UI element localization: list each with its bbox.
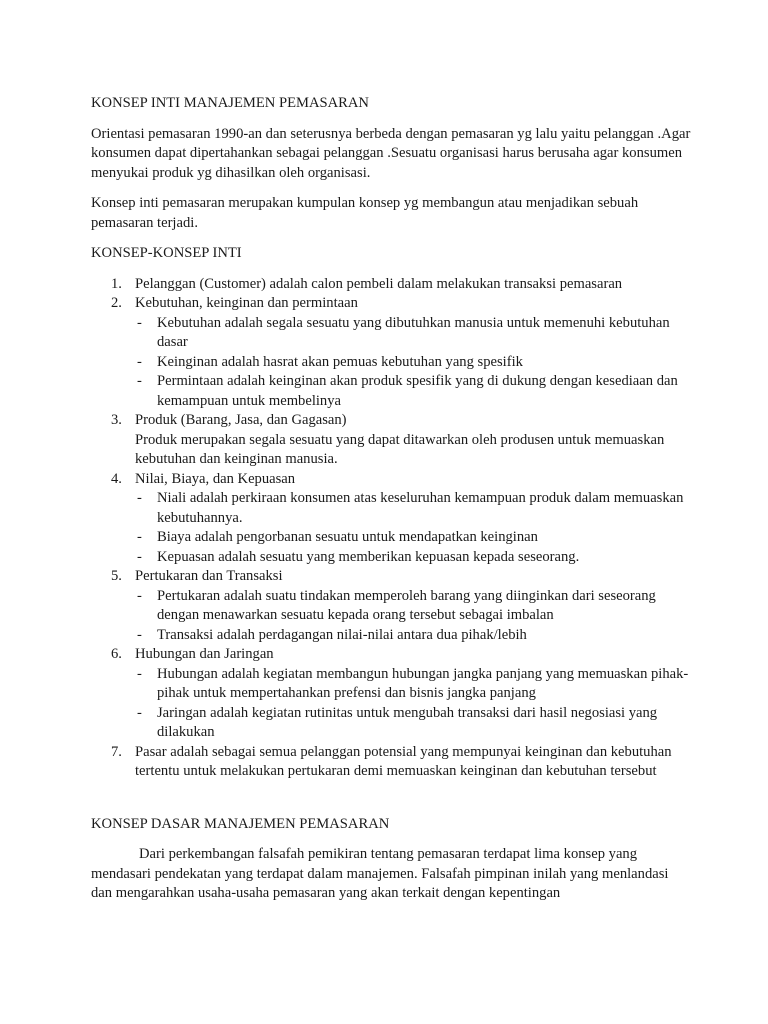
document-content [91,94,691,904]
sub-item-text: Hubungan adalah kegiatan membangun hubungan jangka panjang yang memuaskan pihak-pihak untuk mempertahankan prefensi dan bisnis jangka panjang [157,665,689,701]
intro-paragraph-2: Konsep inti pemasaran merupakan kumpulan konsep yg membangun atau menjadikan sebuah pemasaran terjadi. [91,195,639,231]
dash-bullet: - [137,626,142,643]
dash-bullet: - [137,490,142,506]
list-item-text: Nilai, Biaya, dan Kepuasan [135,470,296,487]
list-item-text: Produk (Barang, Jasa, dan Gagasan) [135,412,347,428]
sub-item-text: Kepuasan adalah sesuatu yang memberikan kepuasan kepada seseorang. [157,548,580,565]
intro-paragraph-1: Orientasi pemasaran 1990-an dan seterusnya berbeda dengan pemasaran yg lalu yaitu pelanggan .Agar konsumen dapat dipertahankan sebagai pelanggan .Sesuatu organisasi harus berusaha agar konsumen menyukai produk yg dihasilkan oleh organisasi. [91,125,691,181]
list-item-text: Pertukaran dan Transaksi [135,568,283,584]
dash-bullet: - [137,704,142,721]
list-item [91,567,691,645]
list-number: 5. [111,568,122,584]
document-title: KONSEP INTI MANAJEMEN PEMASARAN [91,95,369,111]
dash-bullet: - [137,529,142,545]
list-number: 6. [111,646,122,662]
sub-item [91,587,691,626]
sub-item [91,372,691,411]
sub-item [91,548,691,568]
section-title-konsep-dasar: KONSEP DASAR MANAJEMEN PEMASARAN [91,815,390,832]
sub-list [135,314,691,412]
dash-bullet: - [137,353,142,370]
sub-item-text: Pertukaran adalah suatu tindakan memperoleh barang yang diinginkan dari seseorang dengan menawarkan sesuatu kepada orang tersebut sebagai imbalan [157,587,656,623]
list-number: 3. [111,412,122,428]
section3-paragraph: Dari perkembangan falsafah pemikiran tentang pemasaran terdapat lima konsep yang mendasari pendekatan yang terdapat dalam manajemen. Falsafah pimpinan inilah yang menlandasi dan mengarahkan usaha-usaha pemasaran yang akan terkait dengan kepentingan [91,846,669,901]
list-item-text: Pasar adalah sebagai semua pelanggan potensial yang mempunyai keinginan dan kebutuhan tertentu untuk melakukan pertukaran demi memuaskan keinginan dan kebutuhan tersebut [135,743,672,779]
list-number: 2. [111,295,122,311]
dash-bullet: - [137,314,142,331]
list-item [91,294,691,411]
list-item [91,743,691,782]
sub-item [91,353,691,373]
list-number: 1. [111,275,122,292]
sub-item [91,665,691,704]
sub-list [135,489,691,567]
list-item-text: Hubungan dan Jaringan [135,646,274,662]
dash-bullet: - [137,548,142,565]
sub-item-text: Biaya adalah pengorbanan sesuatu untuk mendapatkan keinginan [157,529,538,545]
concept-list [91,275,691,782]
sub-list [135,665,691,743]
dash-bullet: - [137,587,142,604]
sub-item-text: Jaringan adalah kegiatan rutinitas untuk mengubah transaksi dari hasil negosiasi yang dilakukan [157,704,658,740]
list-item-text: Pelanggan (Customer) adalah calon pembeli dalam melakukan transaksi pemasaran [135,275,623,292]
list-number: 7. [111,743,122,760]
sub-item-text: Permintaan adalah keinginan akan produk spesifik yang di dukung dengan kesediaan dan kemampuan untuk membelinya [157,373,678,409]
section-title-konsep-inti: KONSEP-KONSEP INTI [91,245,242,261]
sub-item [91,489,691,528]
list-item [91,470,691,568]
sub-list [135,587,691,646]
sub-item [91,314,691,353]
sub-item-text: Kebutuhan adalah segala sesuatu yang dibutuhkan manusia untuk memenuhi kebutuhan dasar [157,314,670,350]
sub-item [91,528,691,548]
list-item [91,411,691,470]
sub-item-text: Transaksi adalah perdagangan nilai-nilai antara dua pihak/lebih [157,626,527,643]
sub-item [91,626,691,646]
list-number: 4. [111,470,122,487]
dash-bullet: - [137,373,142,389]
sub-item-text: Niali adalah perkiraan konsumen atas keseluruhan kemampuan produk dalam memuaskan kebutuhannya. [157,490,684,526]
dash-bullet: - [137,665,142,682]
sub-item-text: Keinginan adalah hasrat akan pemuas kebutuhan yang spesifik [157,353,523,370]
list-item [91,275,691,295]
list-item [91,645,691,743]
sub-item [91,704,691,743]
list-item-text: Kebutuhan, keinginan dan permintaan [135,295,358,311]
list-item-extra: Produk merupakan segala sesuatu yang dapat ditawarkan oleh produsen untuk memuaskan kebutuhan dan keinginan manusia. [135,431,665,467]
